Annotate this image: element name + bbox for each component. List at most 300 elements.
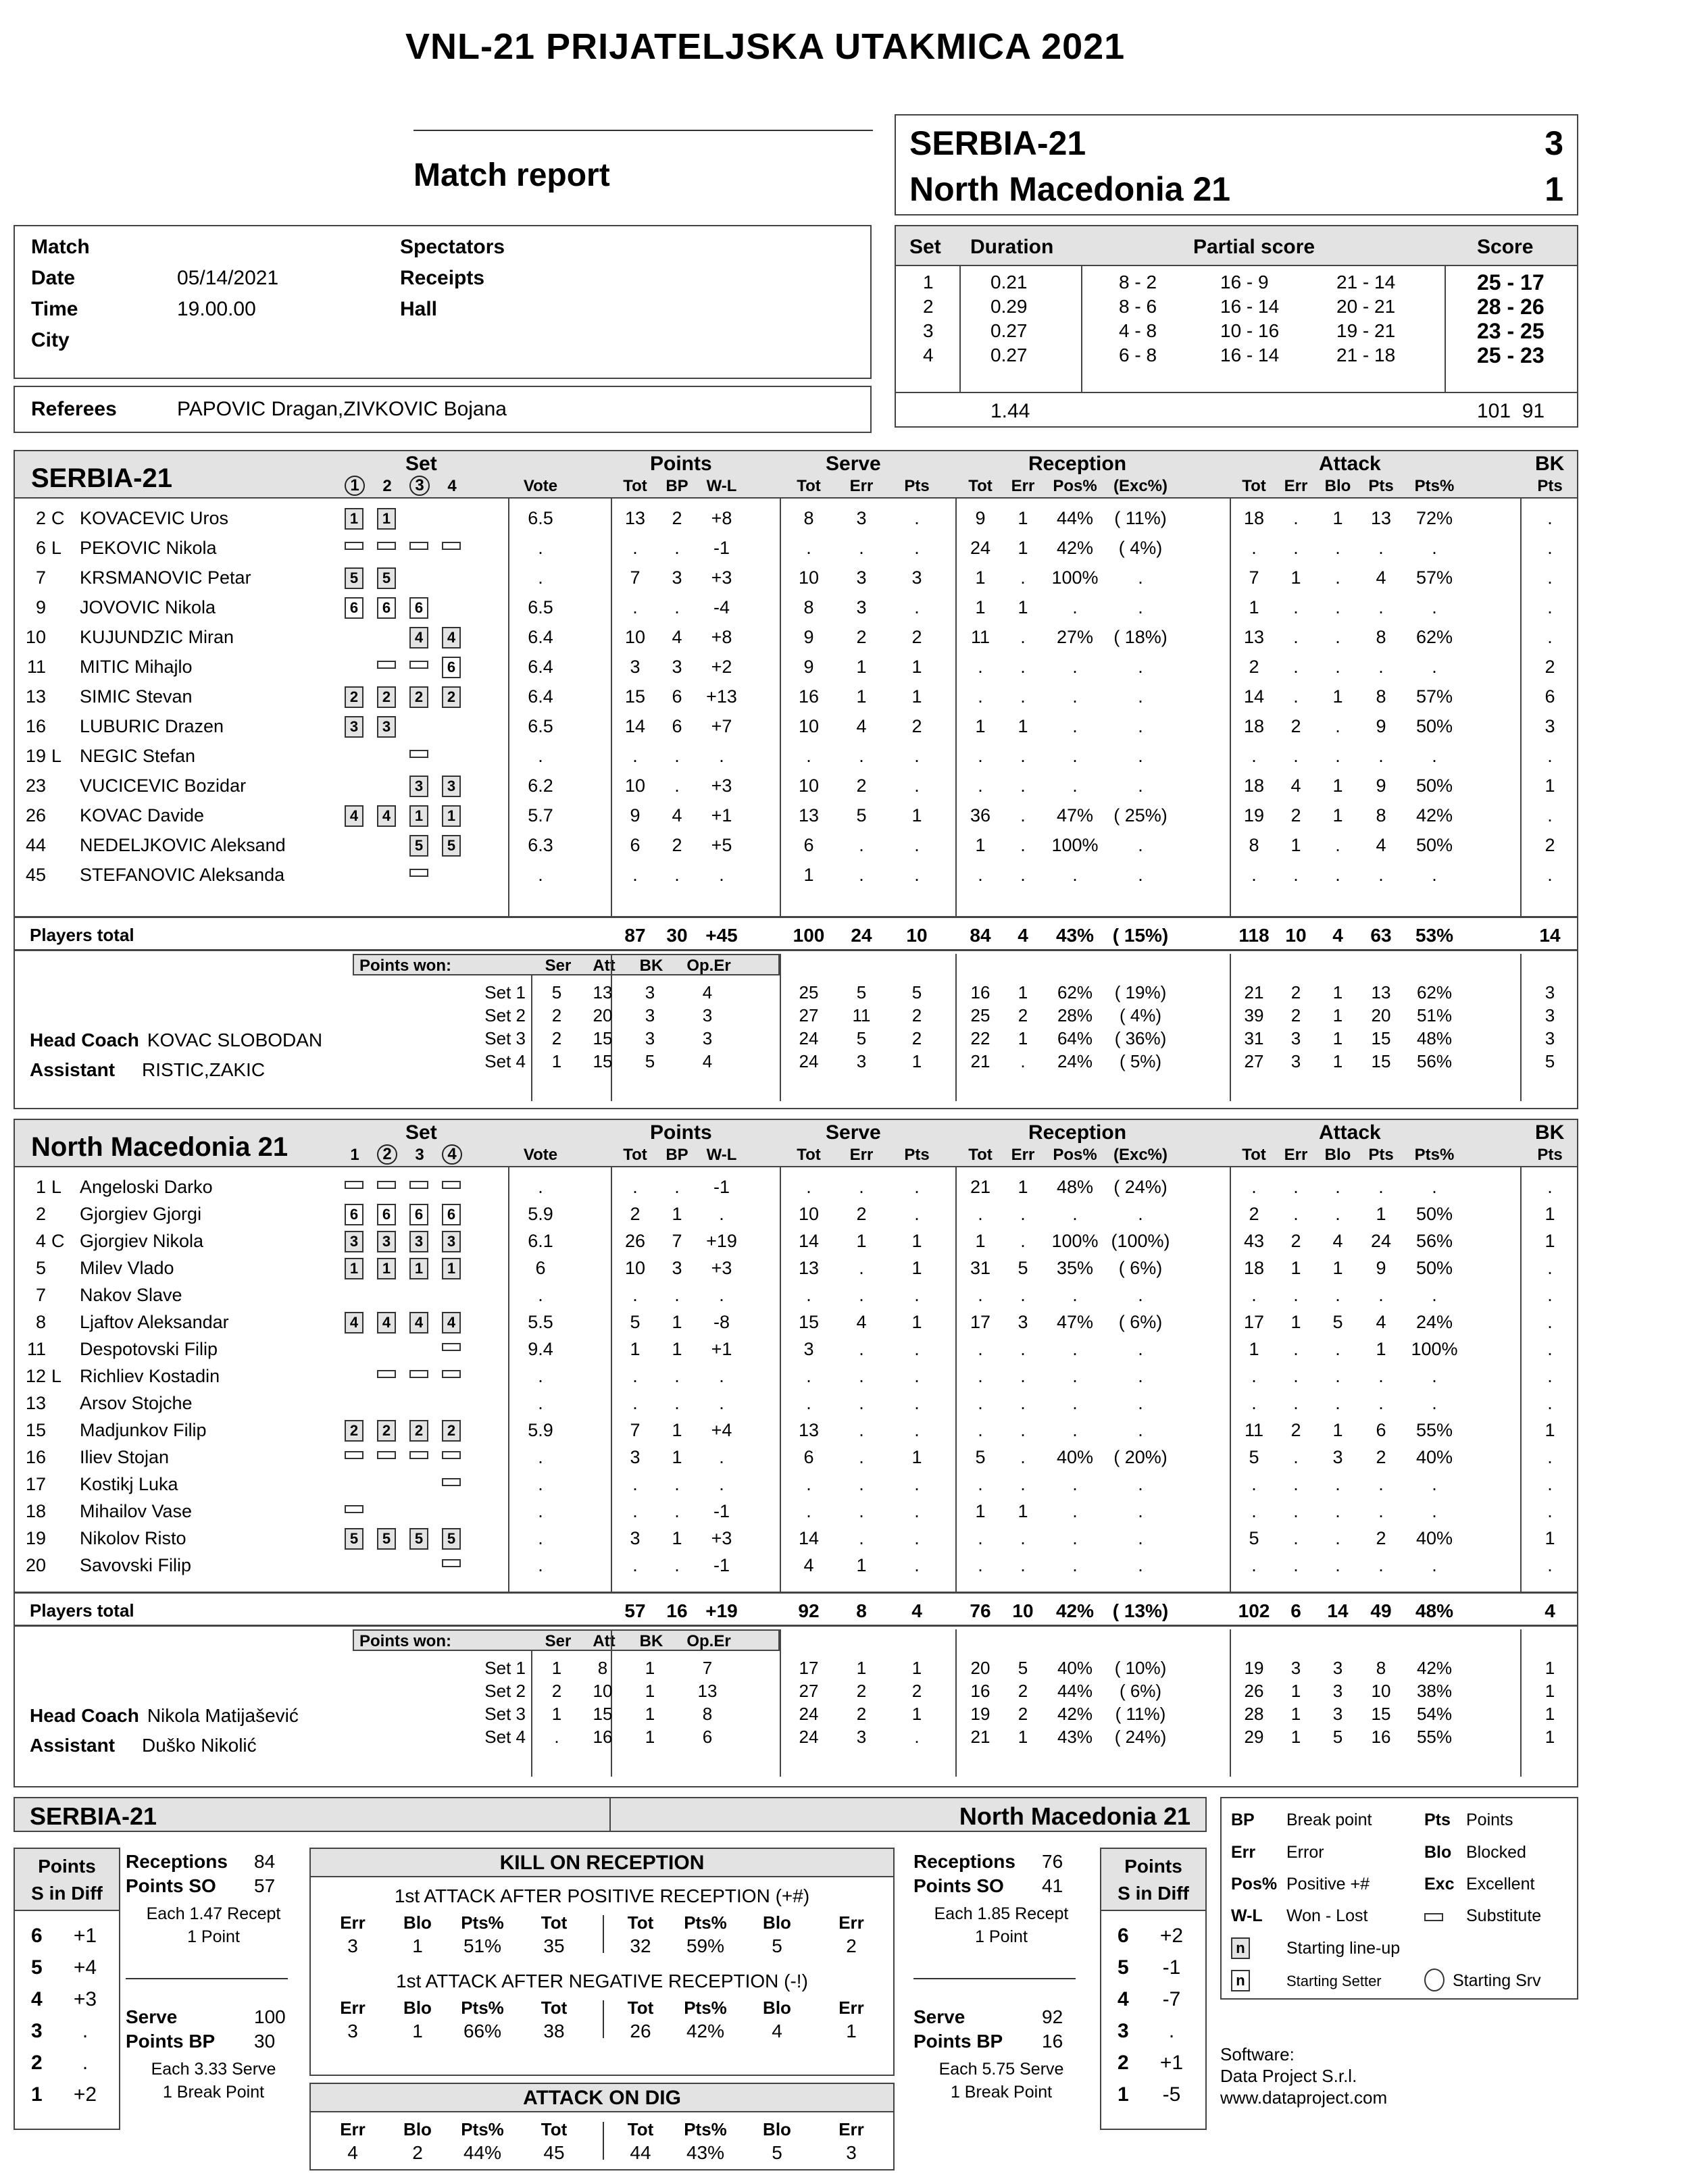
player-row[interactable]	[15, 1255, 1577, 1282]
stat-att-pts: 8	[1376, 627, 1386, 647]
head-coach-label: Head Coach	[30, 1030, 139, 1050]
starting-setter-position: 6	[442, 657, 461, 678]
stat-att-blo: .	[1335, 1501, 1340, 1521]
rotation-row	[15, 2083, 119, 2110]
player-row[interactable]	[15, 1309, 1577, 1336]
total-pts-tot: 57	[624, 1600, 646, 1621]
stat-att-blo: .	[1335, 1339, 1340, 1359]
stat-wl: +3	[711, 1258, 732, 1278]
partial-score-3: 19 - 21	[1336, 320, 1396, 341]
kill-col-header: Blo	[763, 1912, 791, 1933]
set-label: Set 2	[484, 1681, 526, 1701]
player-number: 23	[25, 776, 46, 796]
set-rec-err: .	[1020, 1051, 1026, 1071]
kill-col-header: Pts%	[684, 1998, 727, 2018]
column-header-tot: Tot	[968, 1146, 993, 1164]
stat-bk: 1	[1545, 1231, 1555, 1251]
player-number: 17	[25, 1474, 46, 1494]
starting-position: 5	[345, 1528, 363, 1550]
stat-att-tot: 8	[1249, 835, 1259, 855]
stat-srv-tot: 10	[798, 716, 820, 736]
set-rec-err: 2	[1018, 1681, 1028, 1701]
stat-rec-pos: 42%	[1056, 538, 1094, 558]
kill-value: 45	[543, 2142, 565, 2163]
stat-att-err: .	[1293, 538, 1299, 558]
set-att-pts: 15	[1371, 1028, 1391, 1048]
stat-att-pts: .	[1378, 1555, 1384, 1575]
set-att-pts: 15	[1371, 1704, 1391, 1724]
starting-position: 5	[442, 1528, 461, 1550]
attack-on-dig-stats	[311, 2119, 893, 2166]
stat-rec-exc: .	[1138, 865, 1143, 885]
stat-att-blo: .	[1335, 627, 1340, 647]
points-group-header: Points	[650, 1121, 712, 1144]
starting-position: 3	[377, 716, 396, 738]
stat-att-pts: .	[1378, 1366, 1384, 1386]
stat-rec-tot: .	[978, 1366, 983, 1386]
player-row[interactable]	[15, 1363, 1577, 1390]
set-srv-pts: 2	[911, 1005, 922, 1025]
total-att-pts: 49	[1370, 1600, 1392, 1621]
player-row[interactable]	[15, 594, 1577, 621]
stat-rec-pos: .	[1072, 657, 1078, 677]
kill-col-header: Pts%	[684, 1912, 727, 1933]
stat-rec-pos: .	[1072, 1339, 1078, 1359]
stat-srv-err: 2	[856, 627, 867, 647]
player-row[interactable]	[15, 1201, 1577, 1228]
player-number: 18	[25, 1501, 46, 1521]
player-row[interactable]	[15, 565, 1577, 592]
player-row[interactable]	[15, 803, 1577, 830]
stat-att-pts: .	[1378, 1177, 1384, 1197]
stat-srv-pts: 1	[911, 805, 922, 826]
receptions-line	[913, 1851, 1089, 1875]
grid-divider	[603, 2000, 604, 2038]
set-att-blo: 1	[1332, 1028, 1343, 1048]
stat-rec-err: .	[1020, 1204, 1026, 1224]
stat-srv-pts: .	[914, 1177, 920, 1197]
kill-value: 2	[412, 2142, 423, 2163]
player-name: NEGIC Stefan	[80, 746, 196, 766]
stat-att-blo: .	[1335, 1393, 1340, 1413]
stat-rec-pos: 27%	[1056, 627, 1094, 647]
player-row[interactable]	[15, 743, 1577, 770]
reception-group-header: Reception	[1028, 1121, 1127, 1144]
set-number-header: 4	[447, 477, 457, 495]
stat-pts-tot: .	[632, 1366, 638, 1386]
set-att-tot: 19	[1244, 1658, 1264, 1678]
stat-rec-tot: .	[978, 1555, 983, 1575]
stat-wl: .	[719, 1204, 724, 1224]
player-number: 7	[35, 567, 46, 588]
receptions-label: Receptions	[126, 1851, 228, 1872]
stat-bp: 1	[672, 1528, 682, 1548]
set-rec-pos: 43%	[1057, 1727, 1093, 1747]
kill-value: 32	[630, 1935, 651, 1956]
stat-wl: +3	[711, 1528, 732, 1548]
assistant-label: Assistant	[30, 1735, 116, 1756]
stat-att-blo: 1	[1332, 508, 1343, 528]
stat-att-pct: 57%	[1415, 686, 1453, 707]
set-srv-pts: 2	[911, 1028, 922, 1048]
player-number: 11	[26, 1339, 46, 1359]
partial-score-2: 16 - 14	[1220, 345, 1280, 365]
stat-srv-tot: .	[806, 1474, 811, 1494]
set-score: 28 - 26	[1477, 295, 1545, 319]
set-att: 16	[593, 1727, 613, 1747]
set-att: 10	[593, 1681, 613, 1701]
set-srv-err: 3	[856, 1051, 867, 1071]
column-header-exc: (Exc%)	[1113, 1146, 1168, 1164]
set-rec-pos: 62%	[1057, 982, 1093, 1002]
player-number: 13	[25, 686, 46, 707]
stat-pts-tot: 7	[630, 567, 641, 588]
stat-srv-err: .	[859, 746, 864, 766]
stat-att-tot: 5	[1249, 1528, 1259, 1548]
player-row[interactable]	[15, 1390, 1577, 1417]
player-row[interactable]	[15, 1498, 1577, 1525]
substitute-icon	[409, 1370, 428, 1378]
set-duration: 0.29	[990, 296, 1028, 317]
kill-on-reception-box	[309, 1848, 895, 2076]
stat-rec-pos: .	[1072, 597, 1078, 617]
player-row[interactable]	[15, 624, 1577, 651]
stat-rec-tot: 1	[975, 835, 986, 855]
set-att-err: 3	[1290, 1028, 1301, 1048]
player-row[interactable]	[15, 1417, 1577, 1444]
substitute-icon	[409, 542, 428, 550]
starting-position: 1	[442, 1258, 461, 1279]
column-header-err: Err	[849, 1146, 874, 1164]
sin-label: S in	[31, 1883, 66, 1904]
player-row[interactable]	[15, 1228, 1577, 1255]
player-row[interactable]	[15, 862, 1577, 889]
report-title: VNL-21 PRIJATELJSKA UTAKMICA 2021	[405, 26, 1126, 67]
stat-srv-err: 3	[856, 597, 867, 617]
set-srv-pts: 5	[911, 982, 922, 1002]
player-row[interactable]	[15, 1552, 1577, 1579]
rotation-number: 4	[31, 1988, 43, 2010]
player-role: L	[51, 538, 62, 558]
kill-col-header: Err	[340, 2119, 366, 2139]
divider	[913, 1978, 1076, 1979]
kill-col-header: Err	[838, 1912, 864, 1933]
player-row[interactable]	[15, 832, 1577, 859]
stat-srv-err: 4	[856, 1312, 867, 1332]
stat-bp: .	[674, 865, 680, 885]
attack-on-dig-box	[309, 2083, 895, 2170]
stat-srv-tot: .	[806, 538, 811, 558]
stat-vote: 6.5	[528, 508, 553, 528]
rotation-row	[1101, 1925, 1205, 1952]
player-row[interactable]	[15, 773, 1577, 800]
substitute-icon	[409, 1451, 428, 1459]
stat-rec-err: 1	[1018, 716, 1028, 736]
set-rec-pos: 42%	[1057, 1704, 1093, 1724]
stat-att-blo: .	[1335, 1555, 1340, 1575]
rotation-number: 2	[31, 2052, 43, 2074]
stat-att-tot: .	[1251, 1501, 1257, 1521]
starting-position: 1	[442, 805, 461, 827]
stat-bp: .	[674, 1393, 680, 1413]
stat-srv-tot: 16	[798, 686, 820, 707]
starting-position: 1	[377, 1258, 396, 1279]
set-ser: 1	[551, 1658, 562, 1678]
stat-rec-tot: 1	[975, 716, 986, 736]
stat-rec-tot: 11	[970, 627, 990, 647]
player-row[interactable]	[15, 654, 1577, 681]
legend-exc-value: Excellent	[1466, 1875, 1535, 1894]
starting-setter-position: 6	[409, 1204, 428, 1225]
stat-att-tot: .	[1251, 538, 1257, 558]
kill-value: 3	[347, 1935, 358, 1956]
stat-vote: 6.5	[528, 716, 553, 736]
rotation-row	[15, 1956, 119, 1983]
stat-bp: 3	[672, 1258, 682, 1278]
set-att-pts: 20	[1371, 1005, 1391, 1025]
stat-att-blo: .	[1335, 1528, 1340, 1548]
stat-wl: +8	[711, 508, 732, 528]
partial-score-3: 21 - 14	[1336, 272, 1396, 293]
player-row[interactable]	[15, 1471, 1577, 1498]
points-won-col-header: BK	[639, 957, 663, 975]
set-srv-tot: 24	[799, 1727, 819, 1747]
starting-position: 3	[409, 1231, 428, 1252]
rotation-number: 4	[1118, 1988, 1129, 2010]
stat-att-pts: .	[1378, 865, 1384, 885]
stat-att-err: 2	[1290, 1231, 1301, 1251]
stat-att-pts: 13	[1370, 508, 1392, 528]
set-rec-exc: ( 24%)	[1114, 1727, 1167, 1747]
receipts-label: Receipts	[400, 267, 485, 289]
stat-bp: 1	[672, 1420, 682, 1440]
stat-srv-tot: 14	[798, 1231, 820, 1251]
set-bk-pts: 3	[1545, 982, 1555, 1002]
partial-score-1: 8 - 6	[1119, 296, 1157, 317]
stat-bk: 1	[1545, 1204, 1555, 1224]
set-att-pts: 8	[1376, 1658, 1386, 1678]
stat-att-pct: 50%	[1415, 1258, 1453, 1278]
substitute-icon	[345, 1181, 363, 1189]
stat-bp: 1	[672, 1312, 682, 1332]
player-row[interactable]	[15, 1282, 1577, 1309]
stat-srv-pts: 1	[911, 657, 922, 677]
player-name: Nikolov Risto	[80, 1528, 186, 1548]
player-number: 7	[35, 1285, 46, 1305]
kill-value: 44	[630, 2142, 651, 2163]
kill-col-header: Err	[340, 1998, 366, 2018]
stat-vote: 6.4	[528, 657, 553, 677]
set-label: Set 3	[484, 1028, 526, 1048]
stat-vote: .	[538, 1447, 543, 1467]
stat-att-pts: 24	[1370, 1231, 1392, 1251]
set-rec-err: 2	[1018, 1005, 1028, 1025]
set-ser: 2	[551, 1681, 562, 1701]
set-srv-err: 11	[852, 1005, 871, 1025]
starting-position: 4	[377, 805, 396, 827]
player-row[interactable]	[15, 535, 1577, 562]
stat-srv-err: .	[859, 1528, 864, 1548]
legend-srv-value: Starting Srv	[1453, 1971, 1541, 1990]
player-name: KUJUNDZIC Miran	[80, 627, 234, 647]
stat-srv-tot: 13	[798, 805, 820, 826]
starting-position: 2	[442, 686, 461, 708]
stat-rec-tot: .	[978, 776, 983, 796]
stat-bp: 1	[672, 1339, 682, 1359]
stat-att-tot: 14	[1243, 686, 1265, 707]
stat-rec-pos: .	[1072, 746, 1078, 766]
stat-srv-tot: 13	[798, 1420, 820, 1440]
stat-rec-exc: .	[1138, 686, 1143, 707]
stat-att-blo: .	[1335, 538, 1340, 558]
set-stats-row	[15, 1679, 1577, 1702]
stat-rec-pos: .	[1072, 1204, 1078, 1224]
stat-att-tot: 2	[1249, 1204, 1259, 1224]
set-rec-tot: 21	[970, 1727, 990, 1747]
player-row[interactable]	[15, 1174, 1577, 1201]
rotation-diff: +1	[1159, 2052, 1184, 2074]
grid-divider	[603, 1915, 604, 1953]
stat-rec-exc: .	[1138, 1528, 1143, 1548]
stat-srv-pts: .	[914, 538, 920, 558]
stat-rec-pos: 100%	[1051, 835, 1099, 855]
legend-blo-value: Blocked	[1466, 1843, 1526, 1862]
player-number: 16	[25, 716, 46, 736]
stat-srv-pts: .	[914, 1501, 920, 1521]
set-rec-tot: 16	[970, 982, 990, 1002]
stat-att-pts: 2	[1376, 1447, 1386, 1467]
stat-pts-tot: 3	[630, 1447, 641, 1467]
software-credit	[1220, 2043, 1387, 2108]
player-row[interactable]	[15, 1336, 1577, 1363]
away-team-name: North Macedonia 21	[909, 170, 1231, 208]
stat-rec-pos: 47%	[1056, 805, 1094, 826]
set-att-blo: 3	[1332, 1704, 1343, 1724]
stat-rec-err: .	[1020, 805, 1026, 826]
positive-reception-title: 1st ATTACK AFTER POSITIVE RECEPTION (+#)	[394, 1885, 810, 1906]
kill-value: 26	[630, 2021, 651, 2041]
total-wl: +45	[705, 925, 738, 946]
player-name: Ljaftov Aleksandar	[80, 1312, 229, 1332]
set-att-blo: 3	[1332, 1681, 1343, 1701]
stat-rec-pos: .	[1072, 1285, 1078, 1305]
stat-bk: .	[1547, 1447, 1553, 1467]
partial-score-2: 16 - 9	[1220, 272, 1269, 293]
stat-rec-tot: 1	[975, 1501, 986, 1521]
stat-srv-err: .	[859, 1177, 864, 1197]
stat-vote: 6.4	[528, 686, 553, 707]
kill-col-header: Pts%	[461, 1912, 504, 1933]
column-header-err: Err	[1284, 1146, 1308, 1164]
column-header-tot: Tot	[797, 1146, 821, 1164]
set-label: Set 2	[484, 1005, 526, 1025]
player-name: Arsov Stojche	[80, 1393, 193, 1413]
player-row[interactable]	[15, 1444, 1577, 1471]
starting-serve-set-number: 4	[442, 1144, 462, 1165]
kill-col-header: Blo	[403, 2119, 432, 2139]
player-row[interactable]	[15, 1525, 1577, 1552]
rotation-row	[1101, 1988, 1205, 2015]
legend-start-value: Starting line-up	[1286, 1939, 1401, 1958]
stat-rec-tot: .	[978, 746, 983, 766]
set-rec-err: 1	[1018, 1028, 1028, 1048]
stat-att-pts: .	[1378, 597, 1384, 617]
stat-att-tot: 18	[1243, 1258, 1265, 1278]
stat-bp: 3	[672, 567, 682, 588]
stat-srv-err: .	[859, 835, 864, 855]
stat-att-blo: 3	[1332, 1447, 1343, 1467]
grid-divider	[603, 2122, 604, 2160]
time-label: Time	[31, 298, 78, 320]
set-score: 25 - 23	[1477, 343, 1545, 367]
set-bk: 1	[645, 1727, 655, 1747]
starting-position: 1	[377, 508, 396, 530]
stat-att-pts: 1	[1376, 1339, 1386, 1359]
total-rec-err: 10	[1012, 1600, 1034, 1621]
stat-rec-exc: .	[1138, 1474, 1143, 1494]
total-att-pct: 53%	[1415, 925, 1454, 946]
kill-value: 66%	[463, 2021, 502, 2041]
player-row[interactable]	[15, 713, 1577, 740]
stat-rec-pos: .	[1072, 1528, 1078, 1548]
stat-att-pct: .	[1432, 1285, 1437, 1305]
points-won-col-header: Op.Er	[686, 957, 731, 975]
software-url[interactable]: www.dataproject.com	[1220, 2087, 1388, 2108]
stat-att-pct: .	[1432, 657, 1437, 677]
stat-rec-tot: .	[978, 1285, 983, 1305]
player-row[interactable]	[15, 684, 1577, 711]
home-rotation-points	[14, 1848, 120, 2130]
stat-rec-err: .	[1020, 1231, 1026, 1251]
stat-rec-err: .	[1020, 1339, 1026, 1359]
rotation-number: 6	[31, 1925, 43, 1947]
serve-line	[126, 2006, 301, 2031]
set-rec-pos: 24%	[1057, 1051, 1093, 1071]
starting-position: 2	[409, 1420, 428, 1442]
set-srv-err: 5	[856, 1028, 867, 1048]
player-name: Savovski Filip	[80, 1555, 192, 1575]
stat-wl: .	[719, 865, 724, 885]
rotation-number: 5	[1118, 1956, 1129, 1979]
assistant-name: RISTIC,ZAKIC	[142, 1059, 266, 1080]
stat-att-blo: .	[1335, 746, 1340, 766]
rotation-row	[15, 1925, 119, 1952]
legend-exc-key: Exc	[1424, 1875, 1455, 1894]
starting-position: 2	[345, 1420, 363, 1442]
sin-diff-labels	[1101, 1880, 1205, 1907]
set-number-header: 2	[382, 477, 392, 495]
stat-wl: .	[719, 1285, 724, 1305]
stat-srv-pts: 1	[911, 1312, 922, 1332]
stat-vote: .	[538, 1555, 543, 1575]
stat-bk: 2	[1545, 657, 1555, 677]
total-points: 101 91	[1477, 400, 1545, 422]
stat-att-tot: 18	[1243, 716, 1265, 736]
column-header-bkpts: Pts	[1537, 1146, 1563, 1164]
set-stats-row	[15, 1656, 1577, 1679]
starting-setter-position: 6	[377, 1204, 396, 1225]
starting-serve-set-number: 2	[377, 1144, 397, 1165]
set-score: 25 - 17	[1477, 270, 1545, 295]
legend-setter-value: Starting Setter	[1286, 1973, 1382, 1989]
player-row[interactable]	[15, 505, 1577, 532]
stat-srv-pts: .	[914, 1528, 920, 1548]
rotation-diff: +4	[73, 1956, 97, 1979]
stat-srv-pts: .	[914, 776, 920, 796]
stat-rec-exc: ( 24%)	[1113, 1177, 1168, 1197]
player-name: LUBURIC Drazen	[80, 716, 224, 736]
total-rec-err: 4	[1018, 925, 1028, 946]
